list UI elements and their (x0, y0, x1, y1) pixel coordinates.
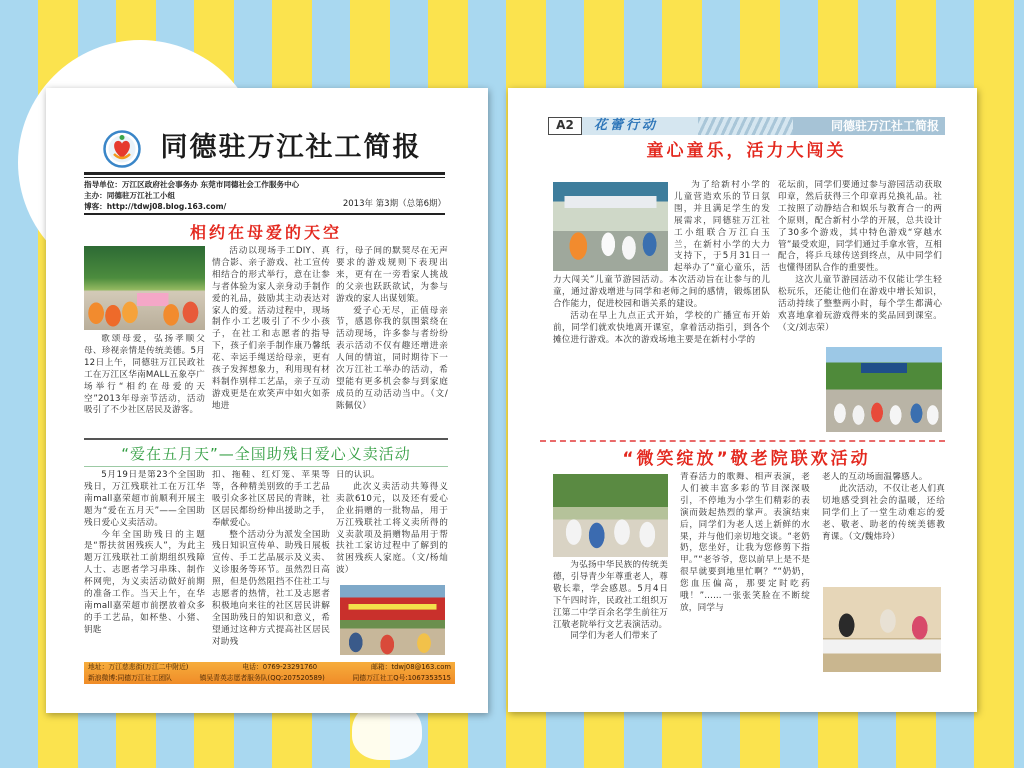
article2-column-3 (336, 470, 448, 580)
photo-students-outdoor (553, 474, 668, 557)
masthead-host: 主办：同德驻万江社工小组 (84, 191, 176, 200)
article3-column-left (553, 180, 770, 432)
footer-email: 邮箱：tdwj08@163.com (371, 663, 451, 671)
article3-paragraph: 活动在早上九点正式开始，学校的广播宣布开始前，同学们就欢快地离开课室，拿着活动指引，到各个摊位进行游戏。本次的游戏场地主要是在新村小学的 (553, 310, 770, 345)
tongde-logo-icon (103, 130, 141, 168)
article2-column-2 (212, 470, 330, 658)
article4-paragraph: 老人的互动场面温馨感人。 (822, 472, 928, 482)
article-divider (84, 438, 448, 440)
article3-paragraph: 为了给新村小学的儿童营造欢乐的节日氛围，并且满足学生的发展需求，同德驻万江社工小组联合万江白玉兰，在新村小学的大力支持下，于5月31日一起举办了“童心童乐，活力大闯关”儿童节游园活动。本次活动旨在让参与的儿童，通过游戏增进与同学和老师之间的感情，锻炼团队合作能力，促进校园和谐关系的建设。 (553, 180, 770, 310)
article1-headline: 相约在母爱的天空 (189, 223, 342, 242)
masthead-rule-thin (84, 177, 445, 178)
section-title: 花蕾行动 (594, 118, 659, 133)
article1-paragraph: 歌颂母爱，弘扬孝顺父母、珍视亲情是传统美德。5月12日上午，同德驻万江民政社工在万江区华南MALL五象亭广场举行“相约在母爱的天空”2013年母亲节活动，活动吸引了不少社区居民及游客。 (84, 334, 205, 416)
article3-column-right (778, 180, 942, 432)
photo-school-game-booth (553, 182, 668, 271)
article1-paragraph: 活动以现场手工DIY、真情合影、亲子游戏、社工宣传相结合的形式举行，意在让参与者体验为家人亲身动手制作爱的礼品，鼓励其主动表达对家人的爱。活动过程中，现场制作小工艺吸引了不少小孩子，在社工和志愿者的指导下，孩子们亲手制作康乃馨纸花、幸运手绳送给母亲，更有孩子发挥想象力，利用现有材料制作别样工艺品，亲子互动游戏更是在欢笑声中如火如荼地进 (212, 246, 330, 411)
article1-paragraph: 爱子心无尽，正值母亲节，感恩你我的氛围萦绕在活动现场，许多参与者纷纷表示活动不仅有趣还增进亲人间的情谊，同时期待下一次万江社工举办的活动，希望能有更多机会参与到家庭成员的互动活动当中。（文/陈佩仪） (336, 305, 448, 411)
article1-paragraph: 行，母子间的默契尽在无声要求的游戏规则下表现出来，更有在一旁看家人挑战的父亲也跃跃欲试，为参与游戏的家人出谋划策。 (336, 246, 448, 304)
footer-row-1 (88, 662, 451, 673)
article4-column-3 (822, 472, 945, 582)
newsletter-page-right (508, 88, 977, 712)
contact-footer (84, 662, 455, 684)
header-paper-name: 同德驻万江社工简报 (793, 117, 945, 135)
photo-school-crowd (826, 347, 942, 432)
article1-column-1 (84, 334, 205, 434)
page-header-band (548, 117, 945, 135)
photo-charity-sale (340, 585, 445, 655)
article4-headline: “微笑绽放”敬老院联欢活动 (622, 449, 871, 469)
article4-column-1 (553, 560, 668, 700)
article4-paragraph: 此次活动，不仅让老人们真切地感受到社会的温暖，还给同学们上了一堂生动难忘的爱老、敬老、助老的传统美德教育课。（文/魏炜玲） (822, 483, 945, 542)
article-dashed-divider (540, 440, 945, 442)
footer-weibo: 新浪微博:同德万江社工团队 (88, 673, 172, 682)
footer-qq: 同德万江社工Q号:1067353515 (352, 673, 451, 682)
article4-paragraph: 同学们为老人们带来了 (570, 631, 659, 642)
article2-paragraph: 扣、拖鞋、红灯笼、苹果等等，各种精美别致的手工艺品吸引众多社区居民的青睐，社区居民都纷纷伸出援助之手，奉献爱心。 (212, 470, 330, 528)
article2-paragraph: 日的认识。 (336, 470, 380, 480)
issue-number: 2013年 第3期（总第6期） (342, 199, 446, 209)
article2-headline: “爱在五月天”—全国助残日爱心义卖活动 (121, 445, 411, 463)
article3-paragraph: 这次儿童节游园活动不仅能让学生轻松玩乐，还能让他们在游戏中增长知识，活动持续了整整两小时，每个学生都满心欢喜地拿着玩游戏得来的奖品回到课室。（文/刘志荣） (778, 275, 942, 333)
article2-paragraph: 此次义卖活动共筹得义卖款610元，以及还有爱心企业捐赠的一批物品，用于万江残联社工将义卖所得的义卖款项及捐赠物品用于帮扶社工家访过程中了解到的贫困残疾人家庭。（文/杨灿波） (336, 481, 448, 576)
article1-column-3 (336, 246, 448, 434)
footer-phone: 电话：0769-23291760 (242, 663, 318, 671)
photo-mothers-day-event (84, 246, 205, 330)
article2-paragraph: 今年全国助残日的主题是“帮扶贫困残疾人”，为此主题万江残联社工前期组织残障人士、志愿者学习串珠、制作杯网兜，为义卖活动做好前期的准备工作。当天上午，在华南mall嘉荣超市前摆放着众多的手工艺品，如杯垫、小猪、钥匙 (84, 529, 205, 635)
footer-address: 地址：万江慈悲街(万江二中附近) (88, 663, 189, 671)
article2-paragraph: 5月19日是第23个全国助残日，万江残联社工在万江华南mall嘉荣超市前顺利开展主题为“爱在五月天”——全国助残日爱心义卖活动。 (84, 470, 205, 528)
article4-column-2 (680, 472, 810, 700)
article3-headline: 童心童乐，活力大闯关 (646, 141, 847, 161)
article2-column-1 (84, 470, 205, 658)
article1-column-2 (212, 246, 330, 434)
footer-row-2 (88, 673, 451, 684)
footer-volunteer-team: 镇吴青英志愿者服务队(QQ:207520589) (199, 673, 325, 682)
newsletter-page-left (46, 88, 488, 713)
masthead-bottom-rule (84, 213, 445, 215)
masthead-rule-thick (84, 172, 445, 175)
article2-paragraph: 整个活动分为派发全国助残日知识宣传单、助残日展板宣传、手工艺品展示及义卖、义诊服务等环节。虽然烈日高照，但是仍然阻挡不住社工与志愿者的热情，社工及志愿者积极地向来往的社区居民讲解全国助残日的知识和意义，希望通过这种方式提高社区居民对助残 (212, 529, 330, 647)
header-stripe-decoration (698, 117, 793, 135)
page-number-label: A2 (548, 117, 582, 135)
article3-paragraph: 花坛前，同学们要通过参与游园活动获取印章，然后获得三个印章再兑换礼品。社工按照了动静结合和娱乐与教育合一的两个原则，配合新村小学的开展，总共设计了30多个游戏，其中特色游戏“穿越水管”最受欢迎，同学们通过手拿水管，互相配合，将乒乓球传送到终点，从中同学们也懂得团队合作的重要性。 (778, 180, 942, 274)
masthead-title: 同德驻万江社工简报 (160, 132, 422, 163)
article4-paragraph: 青春活力的歌舞、相声表演，老人们被丰富多彩的节目深深吸引，不停地为小学生们精彩的表演而鼓起热烈的掌声。表演结束后，同学们为老人送上新鲜的水果，并与他们亲切地交谈。“老奶奶，您坐好，让我为您修剪下指甲。”“老爷爷，您以前早上是不是很早就要到地里忙啊？”“奶奶，您血压偏高，那要定时吃药哦！”……一张张笑脸在不断绽放，同学与 (680, 472, 810, 613)
photo-elderly-home-visit (823, 587, 941, 672)
masthead-blog: 博客：http://tdwj08.blog.163.com/ (84, 202, 227, 211)
article2-headline-rule (84, 466, 448, 467)
masthead-guide-units: 指导单位：万江区政府社会事务办 东莞市同德社会工作服务中心 (84, 180, 300, 189)
article4-paragraph: 为弘扬中华民族的传统美德，引导青少年尊重老人，尊敬长辈，学会感恩。5月4日下午四时许，民政社工组织万江第二中学百余名学生前往万江敬老院举行文艺表演活动。 (553, 560, 668, 630)
